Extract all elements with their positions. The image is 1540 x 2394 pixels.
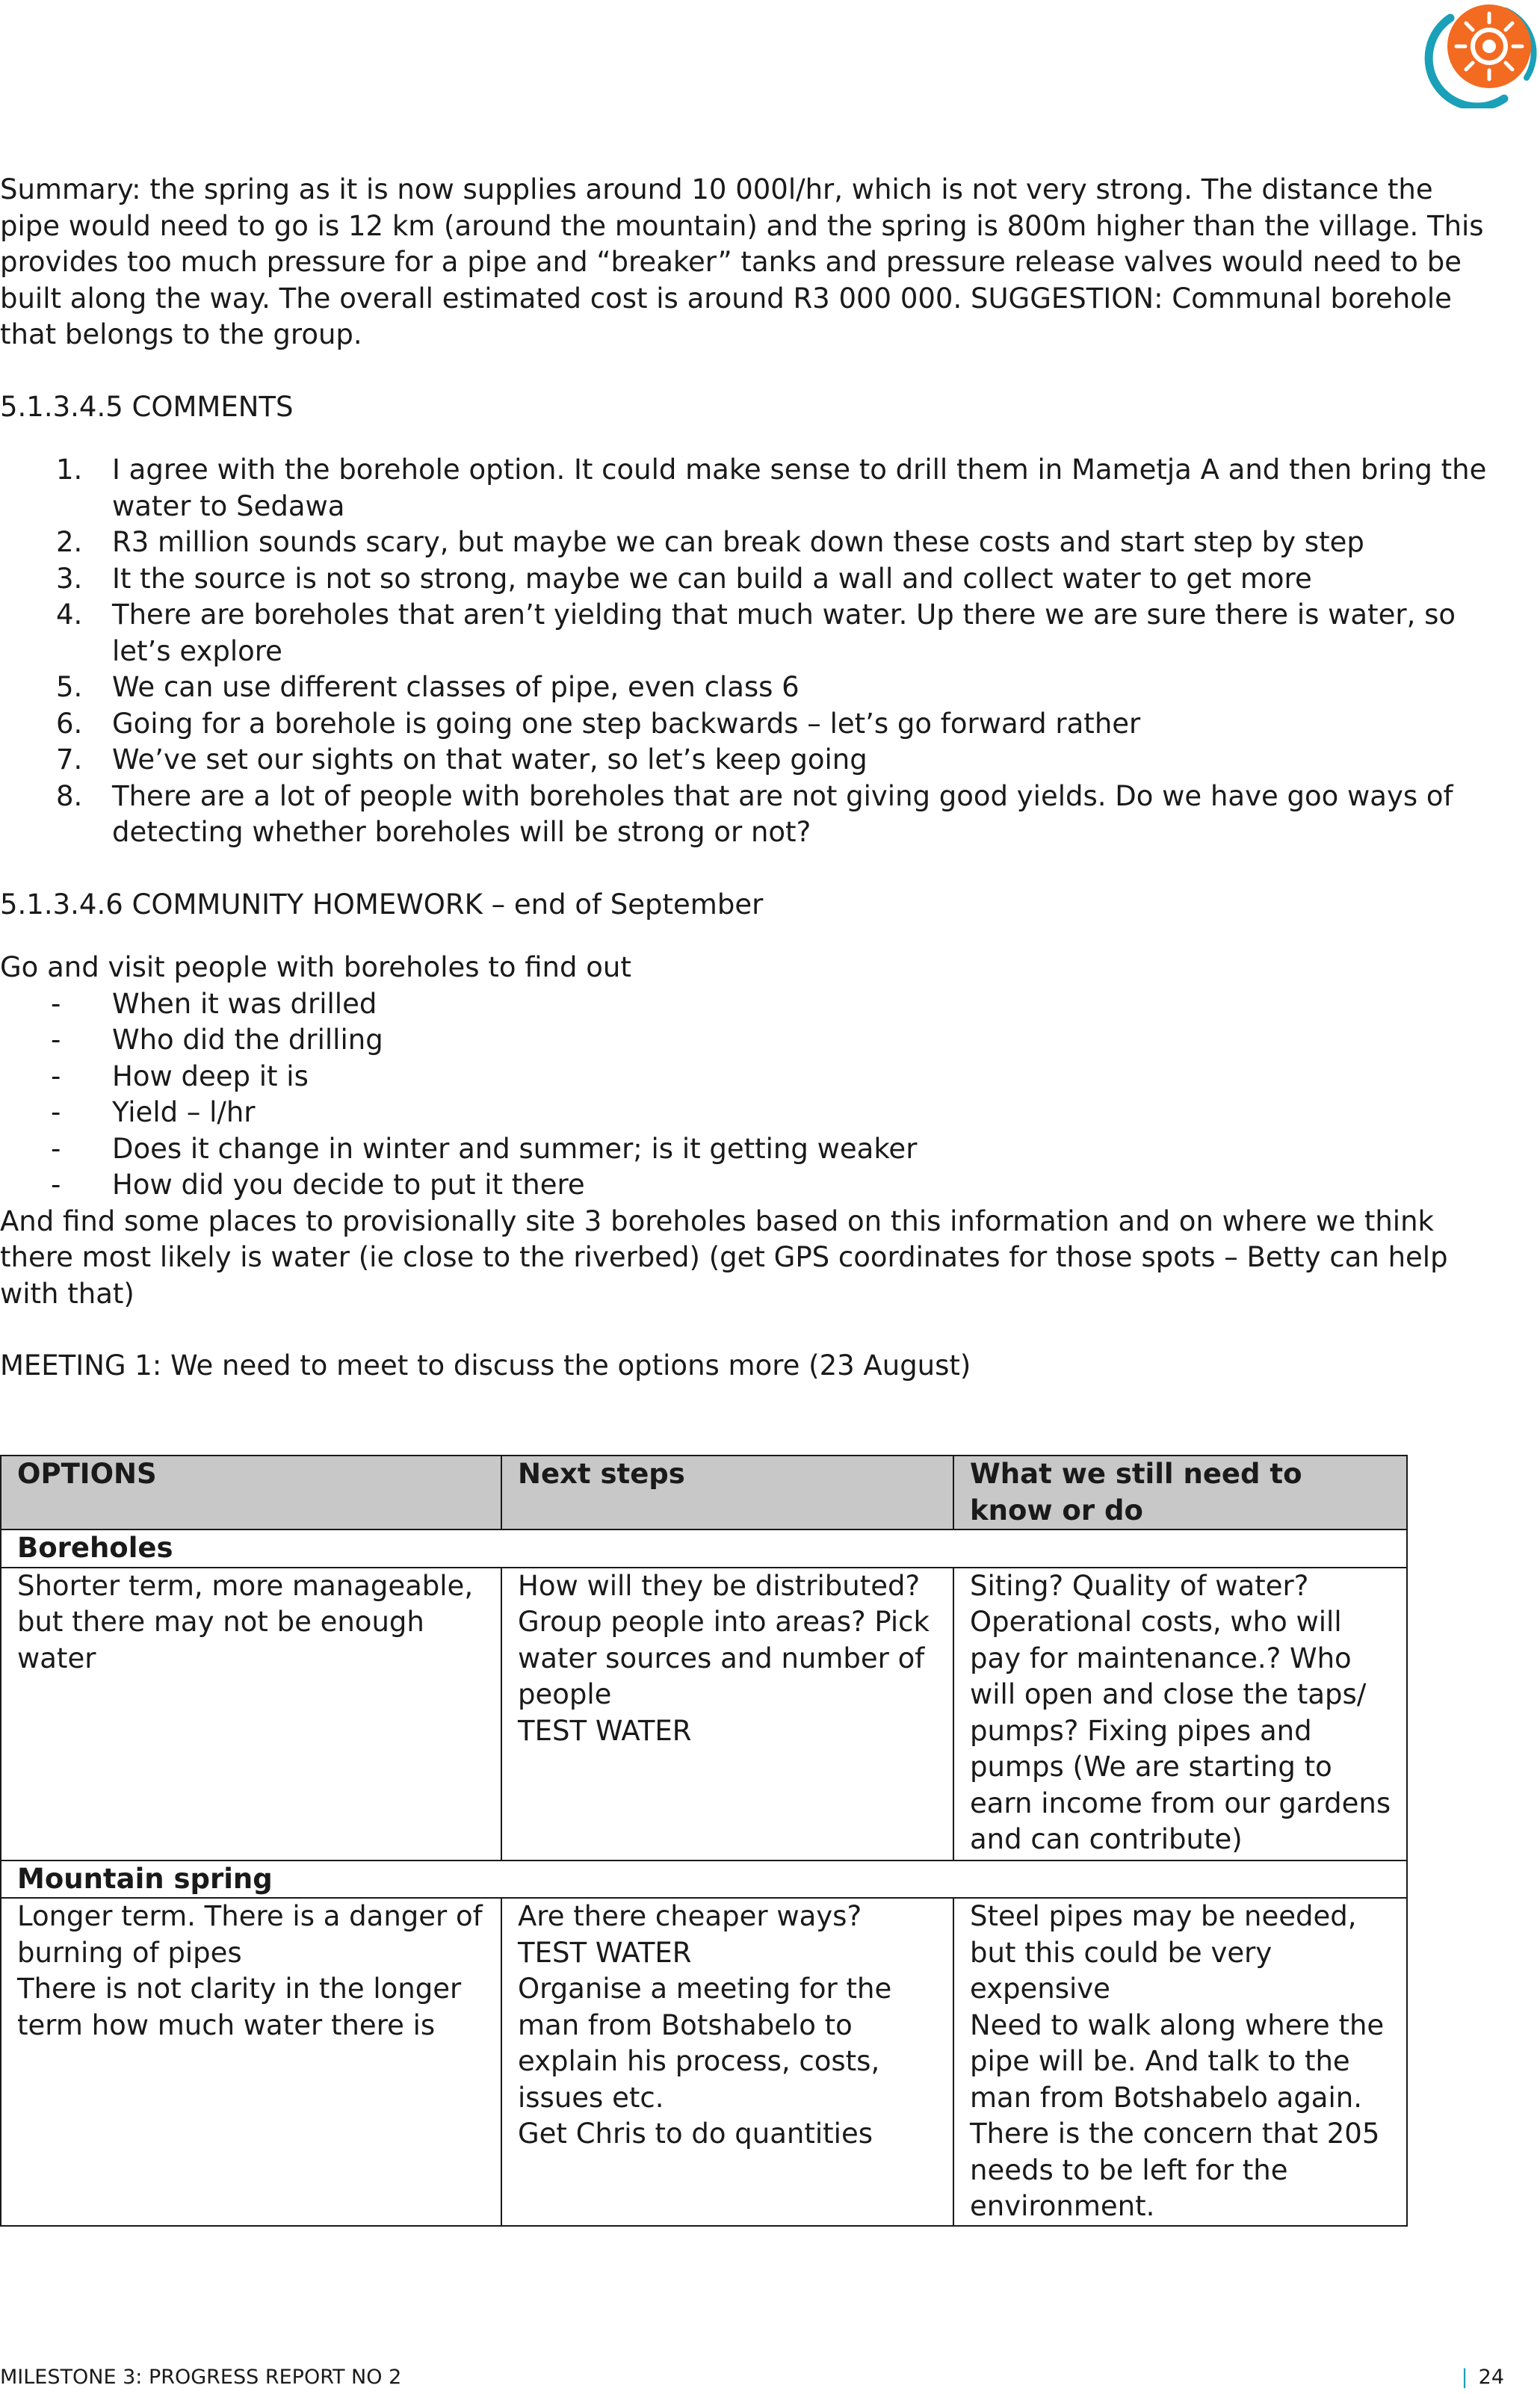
meeting-note: MEETING 1: We need to meet to discuss the options more (23 August) [0,1349,971,1382]
section-title: Boreholes [1,1530,1407,1568]
list-item: - How did you decide to put it there [51,1169,585,1201]
column-header: OPTIONS [1,1456,501,1530]
list-item: 2. R3 million sounds scary, but maybe we can break down these costs and start step by step [56,526,1364,558]
table-cell: Siting? Quality of water? Operational costs, who will pay for maintenance.? Who will open and close the taps/ pumps? Fixing pipes and pumps (We are starting to earn income from our gardens and can contribute) [953,1568,1407,1861]
table-row [1,1568,1407,1861]
table-cell: Steel pipes may be needed, but this could be very expensive Need to walk along where the pipe will be. And talk to the man from Botshabelo again. There is the concern that 205 needs to be left for the environment. [953,1898,1407,2226]
options-table [0,1455,1408,2227]
summary-paragraph: Summary: the spring as it is now supplies around 10 000l/hr, which is not very strong. The distance the pipe would need to go is 12 km (around the mountain) and the spring is 800m higher than the village. This provides too much pressure for a pipe and “breaker” tanks and pressure release valves would need to be built along the way. The overall estimated cost is around R3 000 000. SUGGESTION: Communal borehole that belongs to the group. [0,173,1484,350]
footer-separator: | [1461,2366,1468,2389]
section-title: Mountain spring [1,1861,1407,1899]
table-cell: Longer term. There is a danger of burning of pipes There is not clarity in the longer term how much water there is [1,1898,501,2226]
section-row-mountain-spring [1,1861,1407,1899]
homework-outro: And find some places to provisionally site 3 boreholes based on this information and on where we think there most likely is water (ie close to the riverbed) (get GPS coordinates for those spots – Betty can help with that) [0,1204,1448,1310]
sun-logo-icon [1416,0,1540,108]
list-item: 7. We’ve set our sights on that water, so let’s keep going [56,743,868,776]
list-item: - Who did the drilling [51,1024,383,1056]
footer-title: MILESTONE 3: PROGRESS REPORT NO 2 [0,2366,402,2389]
list-item: - Yield – l/hr [51,1096,256,1128]
table-cell: How will they be distributed? Group people into areas? Pick water sources and number of people TEST WATER [501,1568,953,1861]
homework-intro: Go and visit people with boreholes to find out [0,951,631,983]
list-item: 4. There are boreholes that aren’t yielding that much water. Up there we are sure there is water, so let’s explore [56,598,1456,667]
list-item: - When it was drilled [51,987,377,1020]
list-item: 8. There are a lot of people with boreholes that are not giving good yields. Do we have goo ways of detecting whether boreholes will be strong or not? [56,779,1453,848]
column-header: What we still need to know or do [953,1456,1407,1530]
list-item: - Does it change in winter and summer; is it getting weaker [51,1132,918,1165]
column-header: Next steps [501,1456,953,1530]
list-item: 6. Going for a borehole is going one step backwards – let’s go forward rather [56,707,1141,740]
homework-heading: 5.1.3.4.6 COMMUNITY HOMEWORK – end of September [0,888,764,921]
table-header-row [1,1456,1407,1530]
list-item: 5. We can use different classes of pipe, even class 6 [56,671,800,703]
comments-heading: 5.1.3.4.5 COMMENTS [0,390,294,423]
comments-list [0,452,1494,851]
table-cell: Shorter term, more manageable, but there may not be enough water [1,1568,501,1861]
list-item: 1. I agree with the borehole option. It could make sense to drill them in Mametja A and then bring the water to Sedawa [56,454,1487,522]
report-body [0,172,1494,1385]
section-row-boreholes [1,1530,1407,1568]
table-row [1,1898,1407,2226]
table-cell: Are there cheaper ways? TEST WATER Organise a meeting for the man from Botshabelo to explain his process, costs, issues etc. Get Chris to do quantities [501,1898,953,2226]
list-item: - How deep it is [51,1060,309,1092]
homework-list [0,986,1494,1204]
page-number: | 24 [1461,2366,1504,2389]
list-item: 3. It the source is not so strong, maybe we can build a wall and collect water to get more [56,562,1312,595]
